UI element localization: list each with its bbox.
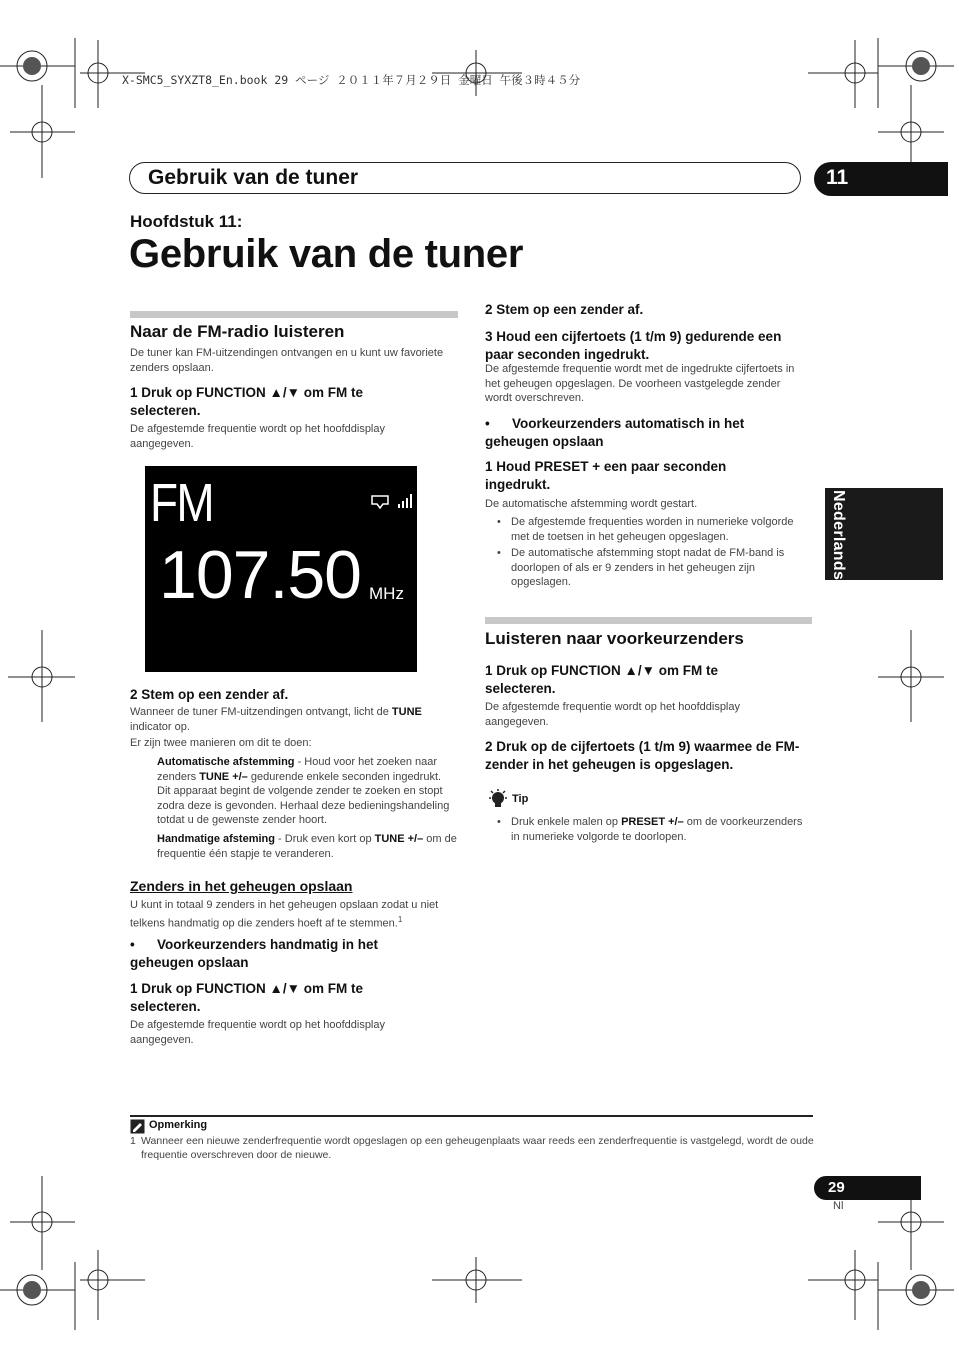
page-number-tab	[814, 1176, 921, 1200]
print-header: X-SMC5_SYXZT8_En.book 29 ページ ２０１１年７月２９日 金曜日 午後３時４５分	[122, 73, 581, 87]
fm-step-2: 2 Stem op een zender af.	[130, 687, 289, 702]
listen-step-1-body: De afgestemde frequentie wordt op het hoofddisplay aangegeven.	[485, 701, 740, 728]
page-lang: Nl	[833, 1200, 844, 1212]
note-icon	[130, 1119, 145, 1134]
fm-intro: De tuner kan FM-uitzendingen ontvangen en u kunt uw favoriete zenders opslaan.	[130, 347, 444, 374]
display-frequency: 107.50	[159, 537, 361, 613]
auto-step-1: 1 Houd PRESET + een paar seconden ingedrukt.	[485, 459, 727, 492]
right-step-2: 2 Stem op een zender af.	[485, 302, 644, 317]
manual-tuning: Handmatige afsteming - Druk even kort op TUNE +/– om de frequentie één stapje te veranderen.	[157, 833, 457, 860]
auto-tuning: Automatische afstemming - Houd voor het zoeken naar zenders TUNE +/– gedurende enkele seconden ingedrukt. Dit apparaat begint de volgende zender te zoeken en stopt zodra deze is gevonden. Herhaal deze bedieningshandeling totdat u de gewenste zender hoort.	[157, 756, 450, 826]
fm-step-1: 1 Druk op FUNCTION ▲/▼ om FM te selecteren.	[130, 385, 363, 418]
section-heading-listen: Luisteren naar voorkeurzenders	[485, 629, 744, 648]
footnote-label: Opmerking	[149, 1119, 208, 1131]
page-title: Gebruik van de tuner	[129, 232, 524, 276]
section-heading-fm: Naar de FM-radio luisteren	[130, 322, 345, 341]
tip-icon	[488, 789, 508, 809]
fm-step-2-body: Wanneer de tuner FM-uitzendingen ontvangt, licht de TUNE indicator op.	[130, 706, 422, 733]
footnote-rule	[130, 1115, 813, 1117]
display-unit: MHz	[369, 584, 404, 603]
chapter-number: 11	[826, 166, 849, 189]
right-step-3-body: De afgestemde frequentie wordt met de ingedrukte cijfertoets in het geheugen opgeslagen. De voorheen vastgelegde zender wordt overschreven.	[485, 363, 795, 404]
signal-icon	[370, 492, 415, 510]
fm-step-1-body: De afgestemde frequentie wordt op het hoofddisplay aangegeven.	[130, 423, 385, 450]
section-heading-store: Zenders in het geheugen opslaan	[130, 878, 353, 894]
auto-bullet-1: • De afgestemde frequenties worden in numerieke volgorde met de toetsen in het geheugen opgeslagen.	[497, 516, 794, 543]
listen-step-2: 2 Druk op de cijfertoets (1 t/m 9) waarmee de FM-zender in het geheugen is opgeslagen.	[485, 739, 800, 772]
language-tab	[825, 488, 943, 580]
tip-text: • Druk enkele malen op PRESET +/– om de voorkeurzenders in numerieke volgorde te doorlopen.	[497, 816, 803, 843]
right-step-3: 3 Houd een cijfertoets (1 t/m 9) gedurende een paar seconden ingedrukt.	[485, 329, 782, 362]
page-number: 29	[828, 1179, 845, 1196]
language-label: Nederlands	[830, 490, 847, 581]
chapter-label: Hoofdstuk 11:	[130, 212, 243, 231]
section-rule	[130, 311, 458, 318]
store-step-1: 1 Druk op FUNCTION ▲/▼ om FM te selecteren.	[130, 981, 363, 1014]
section-rule	[485, 617, 812, 624]
display-band: FM	[150, 473, 213, 533]
fm-display-image	[145, 466, 417, 672]
fm-ways: Er zijn twee manieren om dit te doen:	[130, 737, 312, 749]
chapter-number-tab	[814, 162, 948, 196]
store-intro: U kunt in totaal 9 zenders in het geheugen opslaan zodat u niet telkens handmatig op die zenders hoeft af te stemmen.$^1$	[130, 899, 439, 930]
auto-step-1-body: De automatische afstemming wordt gestart.	[485, 498, 698, 510]
auto-store-bullet: • Voorkeurzenders automatisch in het geheugen opslaan	[485, 416, 745, 449]
store-manual-bullet: • Voorkeurzenders handmatig in het geheugen opslaan	[130, 937, 379, 970]
auto-bullet-2: • De automatische afstemming stopt nadat de FM-band is doorlopen of als er 9 zenders in het geheugen zijn opgeslagen.	[497, 547, 785, 588]
store-step-1-body: De afgestemde frequentie wordt op het hoofddisplay aangegeven.	[130, 1019, 385, 1046]
listen-step-1: 1 Druk op FUNCTION ▲/▼ om FM te selecteren.	[485, 663, 718, 696]
footnote-text: 1 Wanneer een nieuwe zenderfrequentie wordt opgeslagen op een geheugenplaats waar reeds een zenderfrequentie is vastgelegd, wordt de oude frequentie overschreven door de nieuwe.	[130, 1135, 814, 1161]
chapter-bar-title: Gebruik van de tuner	[148, 166, 359, 189]
tip-label: Tip	[512, 793, 529, 805]
